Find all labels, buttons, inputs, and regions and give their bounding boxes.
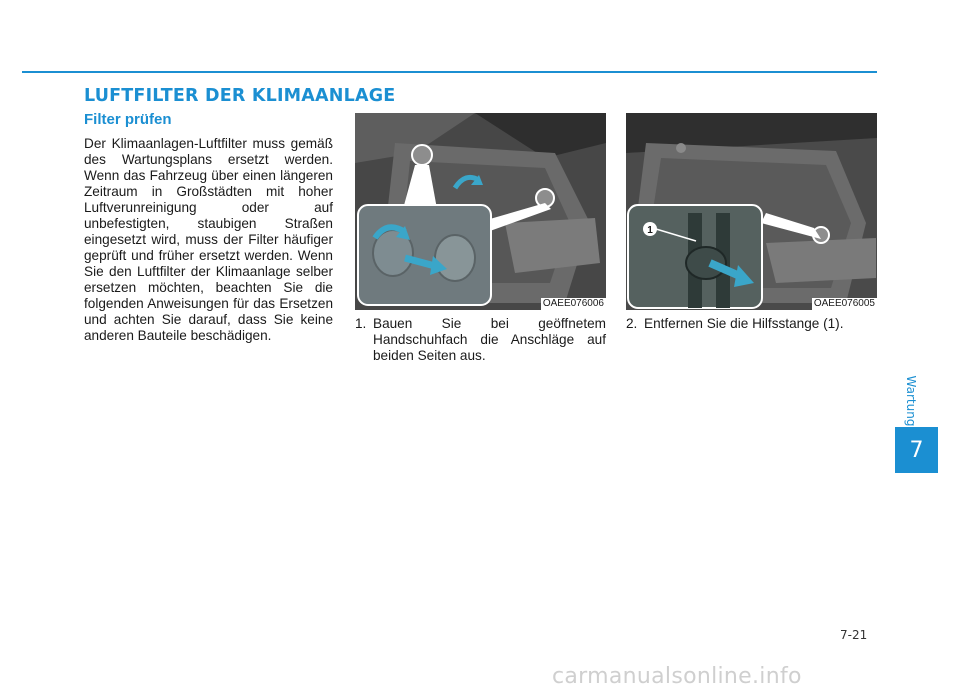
step-2 bbox=[626, 316, 877, 332]
step-1 bbox=[355, 316, 606, 364]
page-number: 7-21 bbox=[840, 628, 868, 642]
step-text: Bauen Sie bei geöffnetem Handschuhfach die Anschläge auf beiden Seiten aus. bbox=[373, 316, 606, 363]
figure-code: OAEE076006 bbox=[542, 298, 604, 309]
sub-title: Filter prüfen bbox=[84, 111, 172, 128]
step-text: Entfernen Sie die Hilfsstange (1). bbox=[644, 316, 844, 331]
figure-code: OAEE076005 bbox=[813, 298, 875, 309]
watermark: carmanualsonline.info bbox=[552, 664, 802, 689]
step-number: 2. bbox=[626, 316, 638, 331]
glovebox-stoppers-illustration bbox=[355, 113, 606, 310]
support-rod-illustration bbox=[626, 113, 877, 310]
top-rule bbox=[22, 71, 877, 73]
callout-number: 1 bbox=[647, 225, 653, 236]
figure-support-rod bbox=[626, 113, 877, 310]
chapter-number-box: 7 bbox=[895, 427, 938, 473]
side-chapter-label bbox=[900, 370, 922, 432]
figure-glovebox-stoppers bbox=[355, 113, 606, 310]
section-title: LUFTFILTER DER KLIMAANLAGE bbox=[84, 86, 396, 106]
body-paragraph: Der Klimaanlagen-Luftfilter muss gemäß des Wartungsplans ersetzt werden. Wenn das Fahrzeug über einen längeren Zeitraum in Großstädten mit hoher Luftverunreinigung oder auf unbefestigten, staubigen Straßen eingesetzt wird, muss der Filter häufiger geprüft und früher ersetzt werden. Wenn Sie den Luftfilter der Klimaanlage selber ersetzen möchten, beachten Sie die folgenden Anweisungen für das Ersetzen und achten Sie darauf, dass Sie keine anderen Bauteile beschädigen. bbox=[84, 136, 333, 343]
step-number: 1. bbox=[355, 316, 367, 331]
side-chapter-label-text: Wartung bbox=[904, 375, 918, 427]
